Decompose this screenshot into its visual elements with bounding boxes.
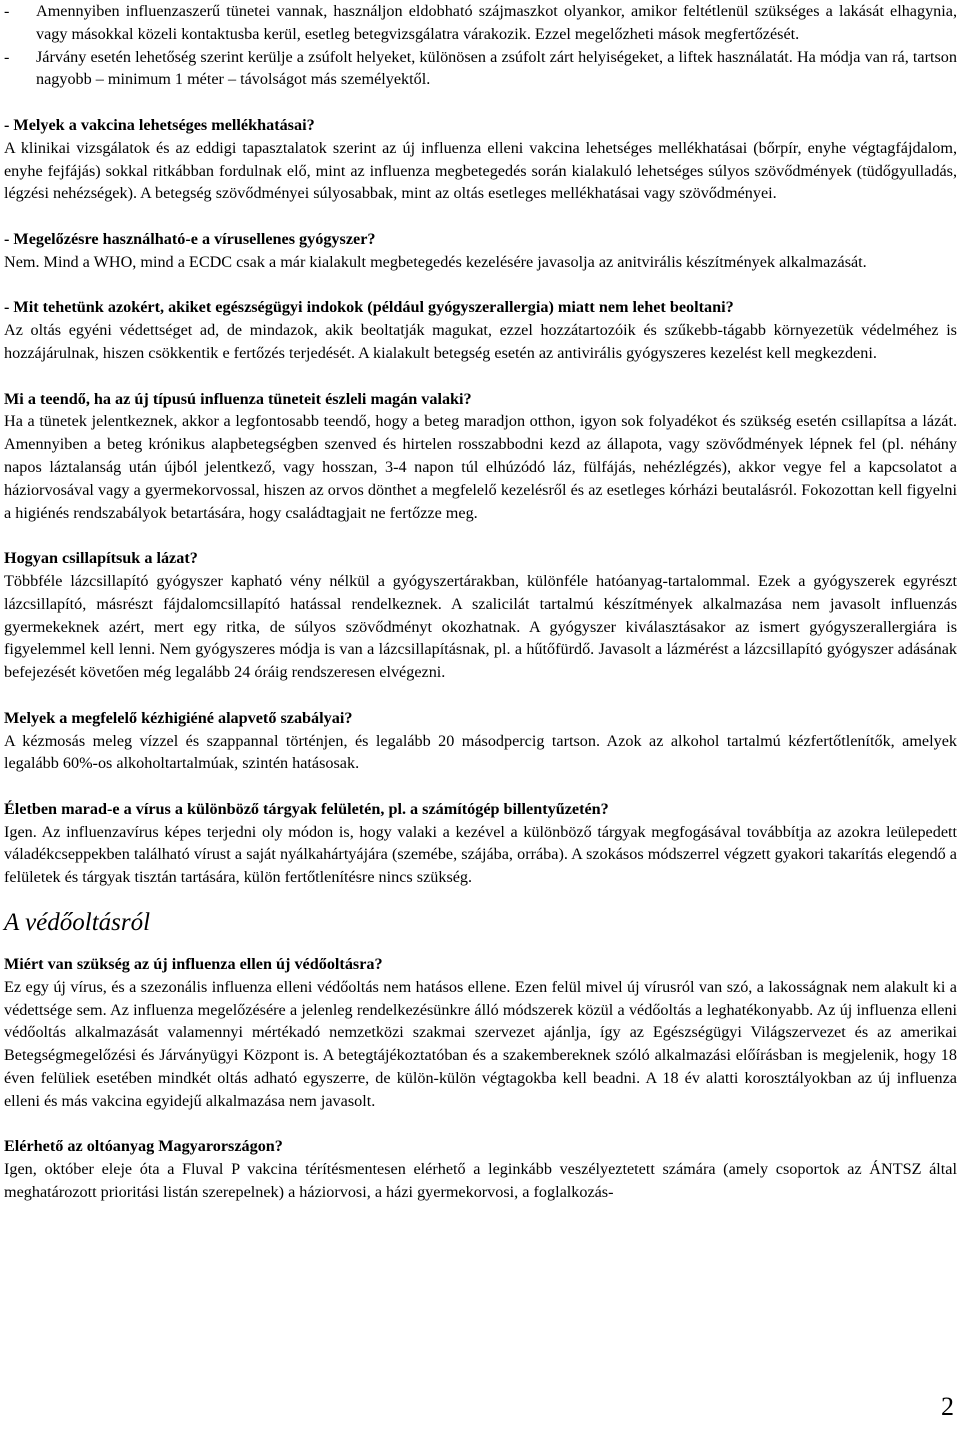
page-number: 2 xyxy=(941,1392,954,1421)
question-text: Miért van szükség az új influenza ellen új védőoltásra? xyxy=(4,955,383,974)
answer-paragraph: Nem. Mind a WHO, mind a ECDC csak a már kialakult megbetegedés kezelésére javasolja az anitvirális készítmények alkalmazását. xyxy=(4,252,867,271)
answer-paragraph: Ez egy új vírus, és a szezonális influenza elleni védőoltás nem hatásos ellene. Ezen felül mivel új vírusról van szó, a lakosságnak nem alakult ki a védettsége sem. Az influenza megelőzésére a jelenleg rendelkezésünkre álló módszerek közül a védőoltás a leghatékonyabb. Az új influenza elleni védőoltás alkalmazását valamennyi mértékadó nemzetközi szakmai szervezet ajánlja, így az Egészségügyi Világszervezet és az amerikai Betegségmegelőzési és Járványügyi Központ is. A betegtájékoztatóban és a szakembereknek szóló alkalmazási előírásban is megjelenik, hogy 18 éven felüliek esetében mindkét oltás adható egyszerre, de külön-külön végtagokba kell beadni. A 18 év alatti korosztályokban az új influenza elleni és más vakcina egyidejű alkalmazása nem javasolt. xyxy=(4,977,957,1110)
answer-paragraph: Az oltás egyéni védettséget ad, de mindazok, akik beoltatják magukat, ezzel hozzátartozóik és szűkebb-tágabb környezetük védelméhez is hozzájárulnak, hiszen csökkentik e fertőzés terjedését. A kialakult betegség esetén az antivirális gyógyszeres kezelést kell megkezdeni. xyxy=(4,321,957,362)
question-heading: - Megelőzésre használható-e a vírusellenes gyógyszer? xyxy=(4,229,376,248)
document-page xyxy=(4,0,957,1204)
answer-paragraph: Igen, október eleje óta a Fluval P vakcina térítésmentesen elérhető a leginkább veszélyeztetett számára (amely csoportok az ÁNTSZ által meghatározott prioritási listán szerepelnek) a háziorvosi, a házi gyermekorvosi, a foglalkozás- xyxy=(4,1160,957,1202)
bullet-text: Amennyiben influenzaszerű tünetei vannak, használjon eldobható szájmaszkot olyankor, amikor feltétlenül szükséges a lakását elhagynia, vagy másokkal közeli kontaktusba kerül, esetleg betegvizsgálatra várakozik. Ezzel megelőzheti mások megfertőzését. xyxy=(36,2,957,43)
answer-paragraph: Ha a tünetek jelentkeznek, akkor a legfontosabb teendő, hogy a beteg maradjon otthon, igyon sok folyadékot és szükség esetén csillapítsa a lázát. Amennyiben a beteg krónikus alapbetegségben szenved és hirtelen rosszabbodni kezd az állapota, vagy szövődmények lépnek fel (pl. néhány napos láztalanság után újból jelentkező, vagy hosszan, 3-4 napon túl elhúzódó láz, fülfájás, nehézlégzés), akkor vegye fel a kapcsolatot a háziorvosával vagy a gyermekorvossal, hiszen az orvos dönthet a megfelelő kezelésről és az esetleges kórházi beutalásról. Fokozottan kell figyelni a higiénés rendszabályok betartására, hogy családtagjait ne fertőzze meg. xyxy=(4,412,957,522)
question-text: Mi a teendő, ha az új típusú influenza tüneteit észleli magán valaki? xyxy=(4,389,472,408)
section-title: A védőoltásról xyxy=(4,909,151,937)
bullet-text: Járvány esetén lehetőség szerint kerülje a zsúfolt helyeket, különösen a zsúfolt zárt helyiségeket, a liftek használatát. Ha módja van rá, tartson nagyobb – minimum 1 méter – távolságot más személyektől. xyxy=(36,47,957,89)
question-text: Életben marad-e a vírus a különböző tárgyak felületén, pl. a számítógép billentyűzetén? xyxy=(4,799,609,818)
question-heading xyxy=(4,388,957,411)
question-text: Melyek a megfelelő kézhigiéné alapvető szabályai? xyxy=(4,708,353,727)
bullet-dash: - xyxy=(4,47,10,66)
question-heading: - Mit tehetünk azokért, akiket egészségügyi indokok (például gyógyszerallergia) miatt nem lehet beoltani? xyxy=(4,298,734,317)
question-text: Elérhető az oltóanyag Magyarországon? xyxy=(4,1137,283,1156)
question-heading xyxy=(4,707,957,730)
question-heading xyxy=(4,798,957,821)
question-heading: - Melyek a vakcina lehetséges mellékhatásai? xyxy=(4,115,315,134)
bullet-dash: - xyxy=(4,2,10,20)
question-heading xyxy=(4,1135,957,1158)
answer-paragraph: Többféle lázcsillapító gyógyszer kapható vény nélkül a gyógyszertárakban, különféle hatóanyag-tartalommal. Ezek a gyógyszerek egyrészt lázcsillapító, másrészt fájdalomcsillapító hatással rendelkeznek. A szalicilát tartalmú készítmények alkalmazása nem javasolt influenzás gyermekeknek azért, mert egy ritka, de súlyos szövődményt okozhatnak. A gyógyszer kiválasztásakor az ismert gyógyszerallergiára is figyelemmel kell lenni. Nem gyógyszeres módja is van a lázcsillapításnak, pl. a hűtőfürdő. Javasolt a lázmérést a lázcsillapító gyógyszer adásának befejezését követően még legalább 24 óráig rendszeresen elvégezni. xyxy=(4,571,957,682)
answer-paragraph: Igen. Az influenzavírus képes terjedni oly módon is, hogy valaki a kezével a különböző tárgyak megfogásával továbbítja az azokra leülepedett váladékcseppekben található vírust a saját nyálkahártyájára (szemébe, szájába, orrába). A szokásos módszerrel végzett gyakori takarítás elegendő a felületek és tárgyak tisztán tartására, külön fertőtlenítésre nincs szükség. xyxy=(4,822,957,887)
answer-paragraph: A klinikai vizsgálatok és az eddigi tapasztalatok szerint az új influenza elleni vakcina lehetséges mellékhatásai (bőrpír, enyhe végtagfájdalom, enyhe fejfájás) sokkal ritkábban fordulnak elő, mint az influenza megbetegedés során kialakuló lehetséges súlyos szövődmények (tüdőgyulladás, légzési nehézségek). A betegség szövődményei súlyosabbak, mint az oltás esetleges mellékhatásai vagy szövődményei. xyxy=(4,138,957,203)
question-heading xyxy=(4,547,957,570)
bullet-item xyxy=(4,0,957,46)
question-heading xyxy=(4,953,957,976)
question-text: Hogyan csillapítsuk a lázat? xyxy=(4,549,198,568)
bullet-item xyxy=(4,46,957,92)
answer-paragraph: A kézmosás meleg vízzel és szappannal történjen, és legalább 20 másodpercig tartson. Azok az alkohol tartalmú kézfertőtlenítők, amelyek legalább 60%-os alkoholtartalmúak, szintén hatásosak. xyxy=(4,731,957,773)
